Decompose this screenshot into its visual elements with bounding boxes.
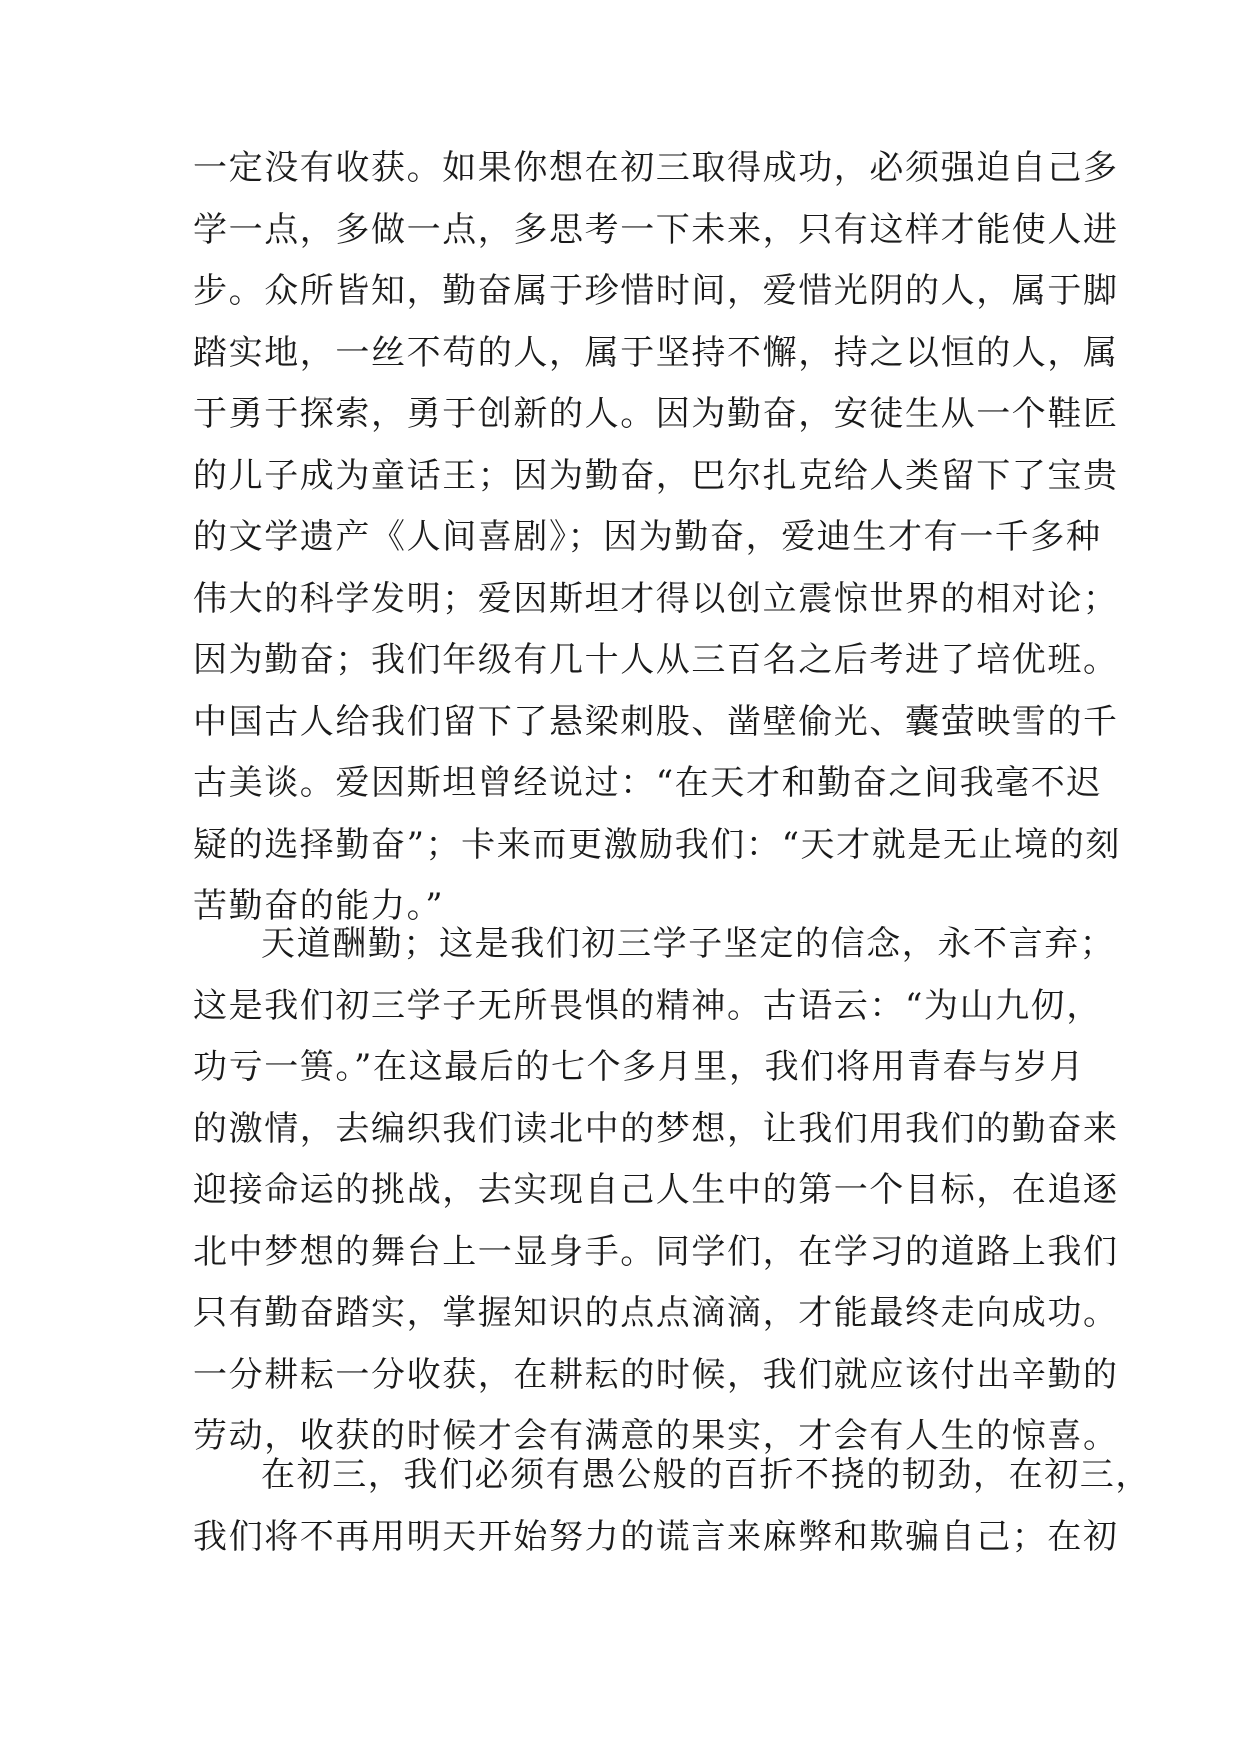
text-line: 学一点，多做一点，多思考一下未来，只有这样才能使人进 (193, 209, 1119, 250)
text-line: 伟大的科学发明；爱因斯坦才得以创立震惊世界的相对论； (193, 578, 1119, 619)
text-line: 踏实地，一丝不苟的人，属于坚持不懈，持之以恒的人，属 (193, 332, 1119, 373)
text-line: 我们将不再用明天开始努力的谎言来麻弊和欺骗自己；在初 (193, 1516, 1119, 1557)
paragraph-2 (193, 914, 1119, 1468)
text-line: 天道酬勤；这是我们初三学子坚定的信念，永不言弃； (261, 924, 1116, 964)
text-line: 的文学遗产《人间喜剧》；因为勤奋，爱迪生才有一千多种 (193, 517, 1102, 557)
text-line: 在初三，我们必须有愚公般的百折不挠的韧劲，在初三， (261, 1455, 1151, 1495)
text-line: 北中梦想的舞台上一显身手。同学们，在学习的道路上我们 (193, 1231, 1119, 1272)
text-line: 因为勤奋；我们年级有几十人从三百名之后考进了培优班。 (193, 640, 1119, 680)
text-line: 疑的选择勤奋”；卡来而更激励我们：“天才就是无止境的刻 (193, 824, 1121, 865)
text-line: 只有勤奋踏实，掌握知识的点点滴滴，才能最终走向成功。 (193, 1293, 1119, 1333)
paragraph-3 (193, 1445, 1151, 1568)
text-line: 功亏一篑。”在这最后的七个多月里，我们将用青春与岁月 (193, 1047, 1085, 1087)
text-line: 的儿子成为童话王；因为勤奋，巴尔扎克给人类留下了宝贵 (193, 455, 1119, 496)
text-line: 迎接命运的挑战，去实现自己人生中的第一个目标，在追逐 (193, 1170, 1119, 1210)
text-line: 中国古人给我们留下了悬梁刺股、凿壁偷光、囊萤映雪的千 (193, 701, 1119, 742)
text-line: 一分耕耘一分收获，在耕耘的时候，我们就应该付出辛勤的 (193, 1354, 1119, 1395)
text-line: 劳动，收获的时候才会有满意的果实，才会有人生的惊喜。 (193, 1416, 1119, 1456)
text-line: 苦勤奋的能力。” (193, 886, 445, 926)
text-line: 这是我们初三学子无所畏惧的精神。古语云：“为山九仞， (193, 985, 1102, 1026)
text-line: 的激情，去编织我们读北中的梦想，让我们用我们的勤奋来 (193, 1108, 1119, 1149)
paragraph-1 (193, 138, 1121, 938)
text-line: 古美谈。爱因斯坦曾经说过：“在天才和勤奋之间我毫不迟 (193, 763, 1102, 803)
text-line: 一定没有收获。如果你想在初三取得成功，必须强迫自己多 (193, 148, 1119, 188)
text-line: 步。众所皆知，勤奋属于珍惜时间，爱惜光阴的人，属于脚 (193, 271, 1119, 311)
text-line: 于勇于探索，勇于创新的人。因为勤奋，安徒生从一个鞋匠 (193, 394, 1119, 434)
